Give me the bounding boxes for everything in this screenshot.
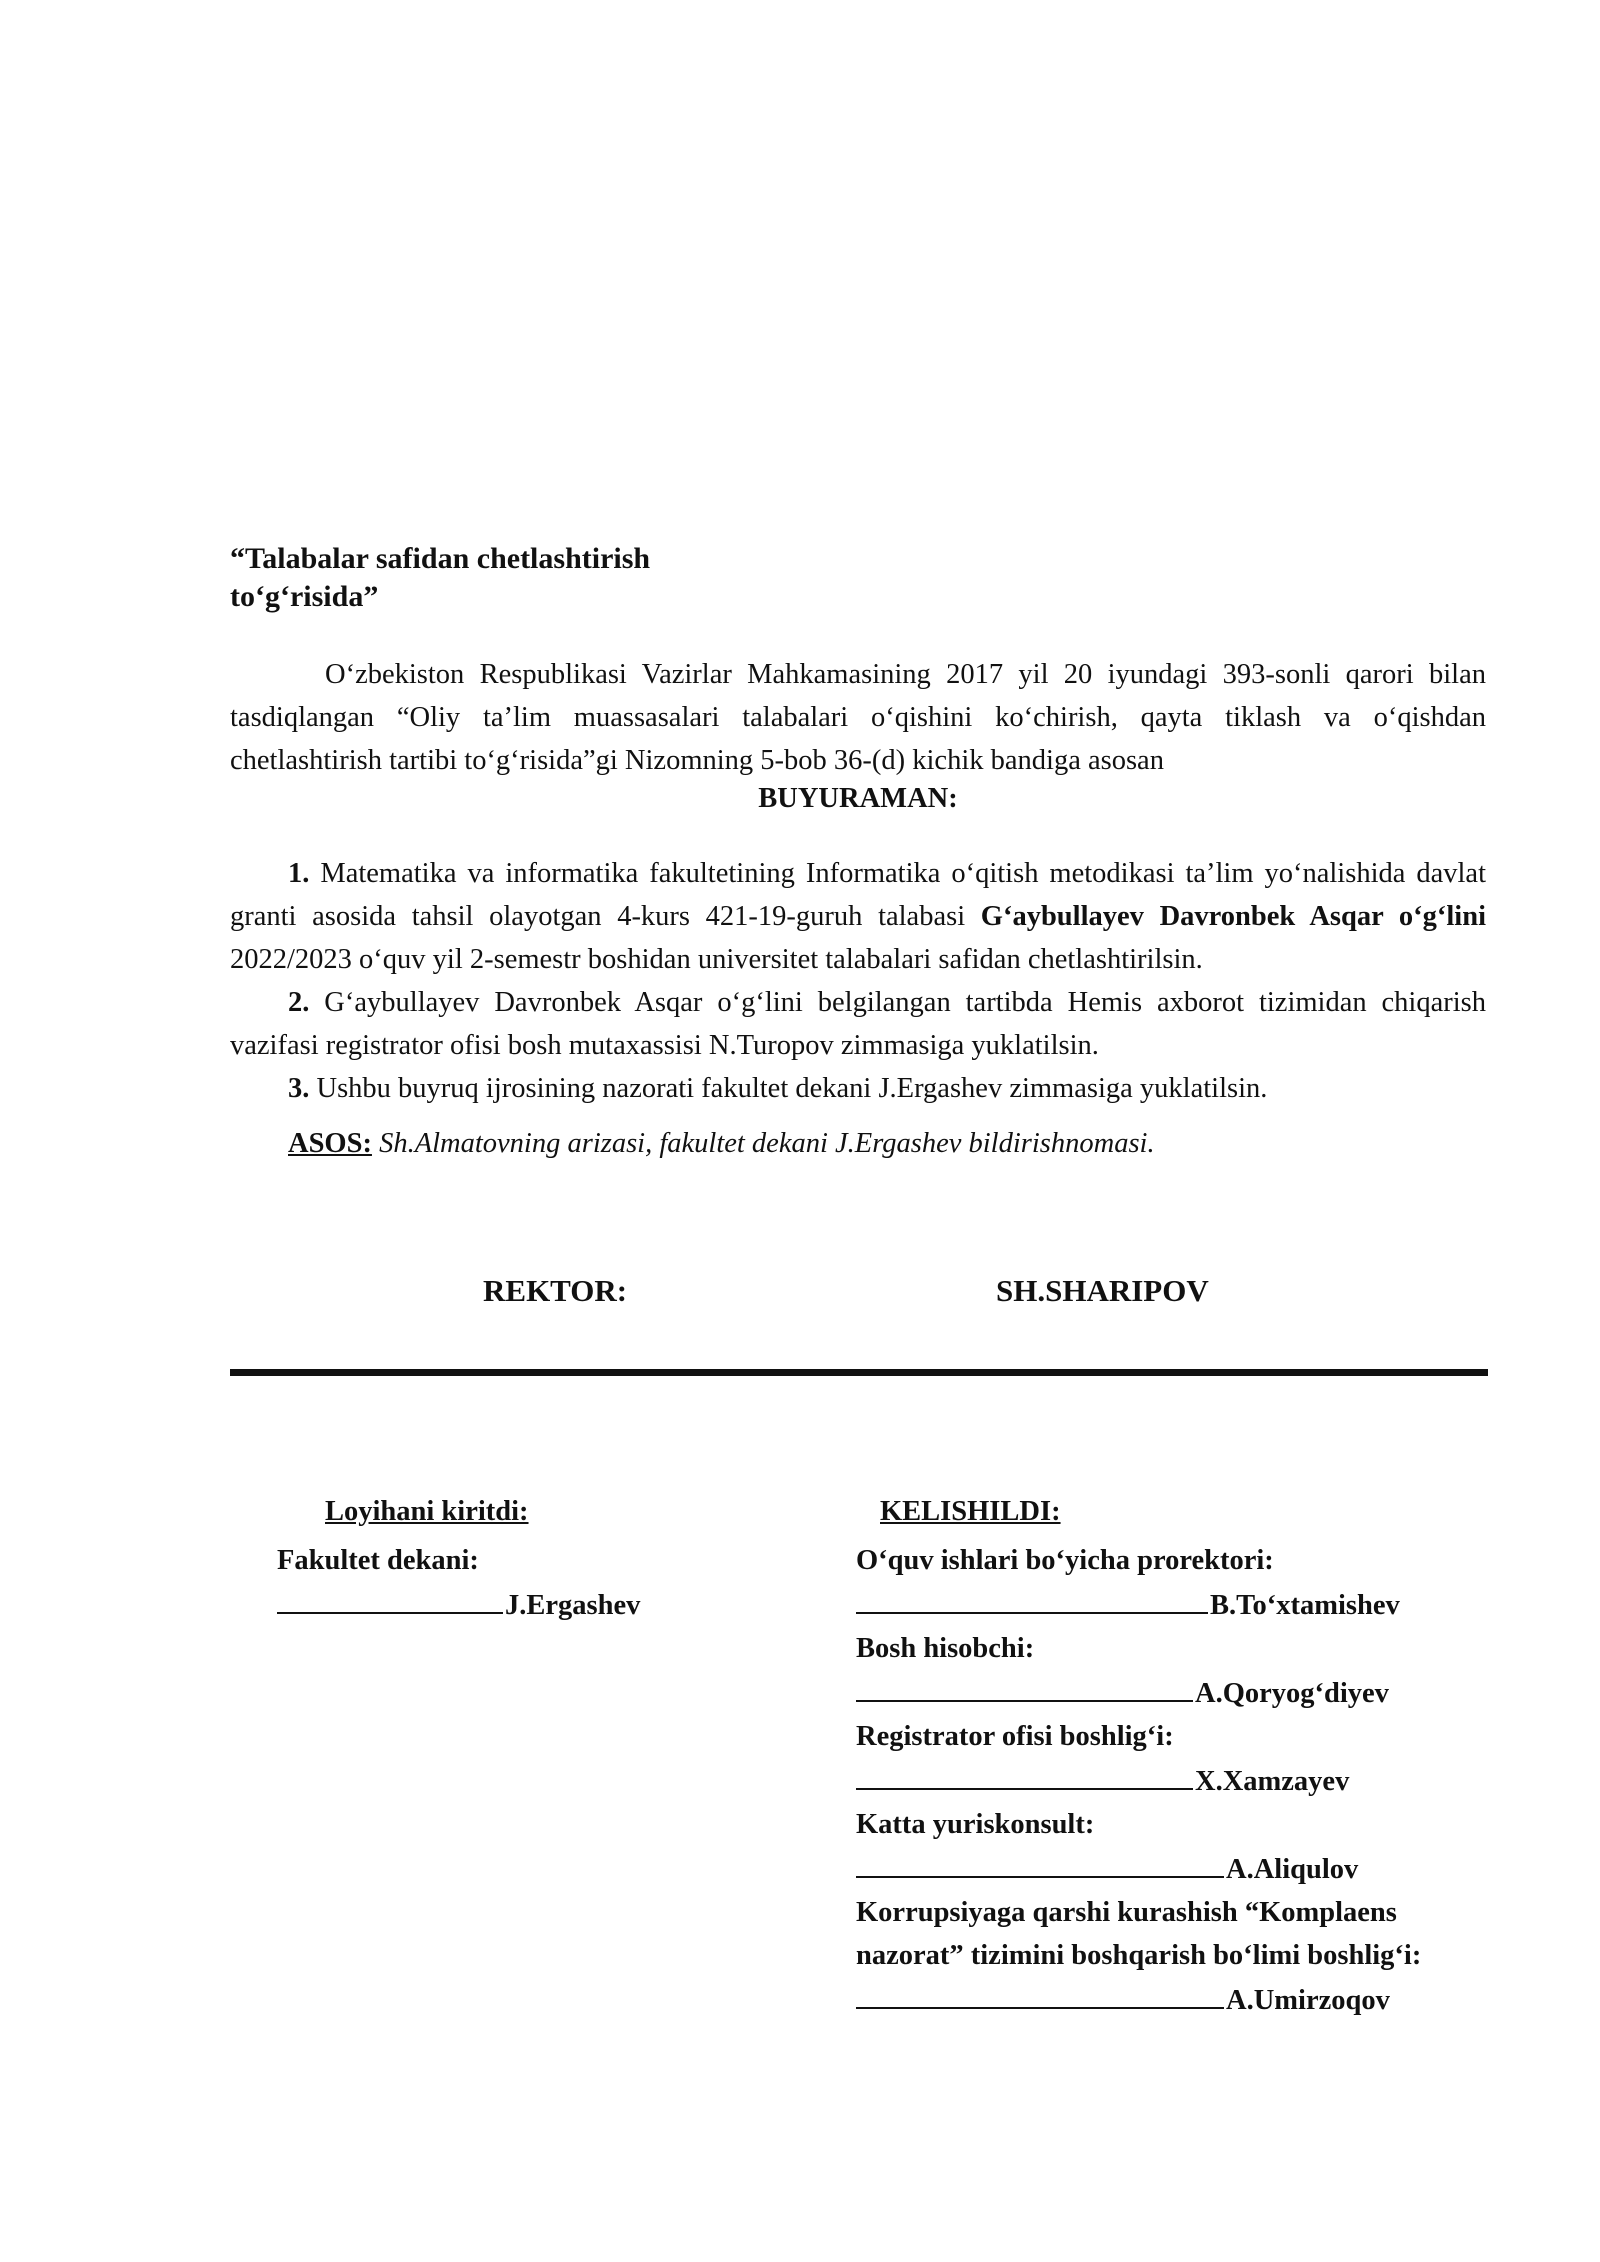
agreed-name: X.Xamzayev xyxy=(1195,1766,1350,1797)
order-item-3 xyxy=(230,1067,1486,1110)
order-item-text: Ushbu buyruq ijrosining nazorati fakultet dekani J.Ergashev zimmasiga yuklatilsin. xyxy=(309,1073,1268,1104)
signature-blank xyxy=(277,1582,503,1614)
agreed-name: A.Qoryog‘diyev xyxy=(1195,1678,1389,1709)
basis-text: Sh.Almatovning arizasi, fakultet dekani J.Ergashev bildirishnomasi. xyxy=(371,1128,1155,1159)
agreed-heading: KELISHILDI: xyxy=(880,1496,1061,1527)
title-line-1: “Talabalar safidan chetlashtirish xyxy=(230,542,651,575)
order-item-2 xyxy=(230,981,1486,1067)
order-item-1 xyxy=(230,852,1486,981)
agreed-signature-line xyxy=(856,1758,1496,1803)
agreed-block xyxy=(856,1490,1496,2022)
order-item-number: 3. xyxy=(288,1073,310,1104)
horizontal-divider xyxy=(230,1369,1488,1376)
agreed-role: Katta yuriskonsult: xyxy=(856,1809,1095,1840)
basis-line xyxy=(288,1124,1155,1164)
signature-blank xyxy=(856,1846,1224,1878)
order-item-number: 1. xyxy=(288,858,310,889)
agreed-signature-line xyxy=(856,1977,1496,2022)
agreed-signature-line xyxy=(856,1670,1496,1715)
order-item-text: 2022/2023 o‘quv yil 2-semestr boshidan universitet talabalari safidan chetlashtirilsin. xyxy=(230,944,1203,975)
agreed-role: Registrator ofisi boshlig‘i: xyxy=(856,1721,1174,1752)
drafted-heading: Loyihani kiritdi: xyxy=(325,1496,529,1527)
agreed-signature-line xyxy=(856,1846,1496,1891)
agreed-role-wrapped: Korrupsiyaga qarshi kurashish “Komplaens nazorat” tizimini boshqarish bo‘limi boshlig‘i: xyxy=(856,1897,1422,1971)
document-title xyxy=(230,540,650,616)
basis-label: ASOS: xyxy=(288,1128,372,1159)
order-item-number: 2. xyxy=(288,987,310,1018)
title-line-2: to‘g‘risida” xyxy=(230,580,379,613)
signatory-name: SH.SHARIPOV xyxy=(996,1273,1209,1308)
agreed-signature-line xyxy=(856,1582,1496,1627)
signature-blank xyxy=(856,1582,1208,1614)
agreed-name: A.Umirzoqov xyxy=(1226,1985,1390,2016)
drafted-by-block xyxy=(277,1490,640,1627)
drafted-name: J.Ergashev xyxy=(505,1590,641,1621)
agreed-name: B.To‘xtamishev xyxy=(1210,1590,1400,1621)
order-items xyxy=(230,852,1486,1110)
student-name: G‘aybullayev Davronbek Asqar o‘g‘lini xyxy=(980,901,1486,932)
drafted-signature-line xyxy=(277,1582,640,1627)
preamble-paragraph: O‘zbekiston Respublikasi Vazirlar Mahkamasining 2017 yil 20 iyundagi 393-sonli qarori bilan tasdiqlangan “Oliy ta’lim muassasalari talabalari o‘qishini ko‘chirish, qayta tiklash va o‘qishdan chetlashtirish tartibi to‘g‘risida”gi Nizomning 5-bob 36-(d) kichik bandiga asosan xyxy=(230,659,1486,776)
drafted-role: Fakultet dekani: xyxy=(277,1545,479,1576)
order-item-text: Matematika va informatika fakultetining Informatika o‘qitish metodikasi ta’lim yo‘nalishida davlat granti asosida tahsil olayotgan 4-kurs 421-19-guruh talabasi xyxy=(230,858,1486,932)
order-item-text: G‘aybullayev Davronbek Asqar o‘g‘lini belgilangan tartibda Hemis axborot tizimidan chiqarish vazifasi registrator ofisi bosh mutaxassisi N.Turopov zimmasiga yuklatilsin. xyxy=(230,987,1486,1061)
signature-blank xyxy=(856,1670,1193,1702)
agreed-role: Bosh hisobchi: xyxy=(856,1633,1035,1664)
agreed-role: O‘quv ishlari bo‘yicha prorektori: xyxy=(856,1545,1274,1576)
signatory-title: REKTOR: xyxy=(483,1273,628,1308)
signature-blank xyxy=(856,1977,1224,2009)
agreed-name: A.Aliqulov xyxy=(1226,1854,1359,1885)
signature-blank xyxy=(856,1758,1193,1790)
decree-heading: BUYURAMAN: xyxy=(758,783,958,814)
